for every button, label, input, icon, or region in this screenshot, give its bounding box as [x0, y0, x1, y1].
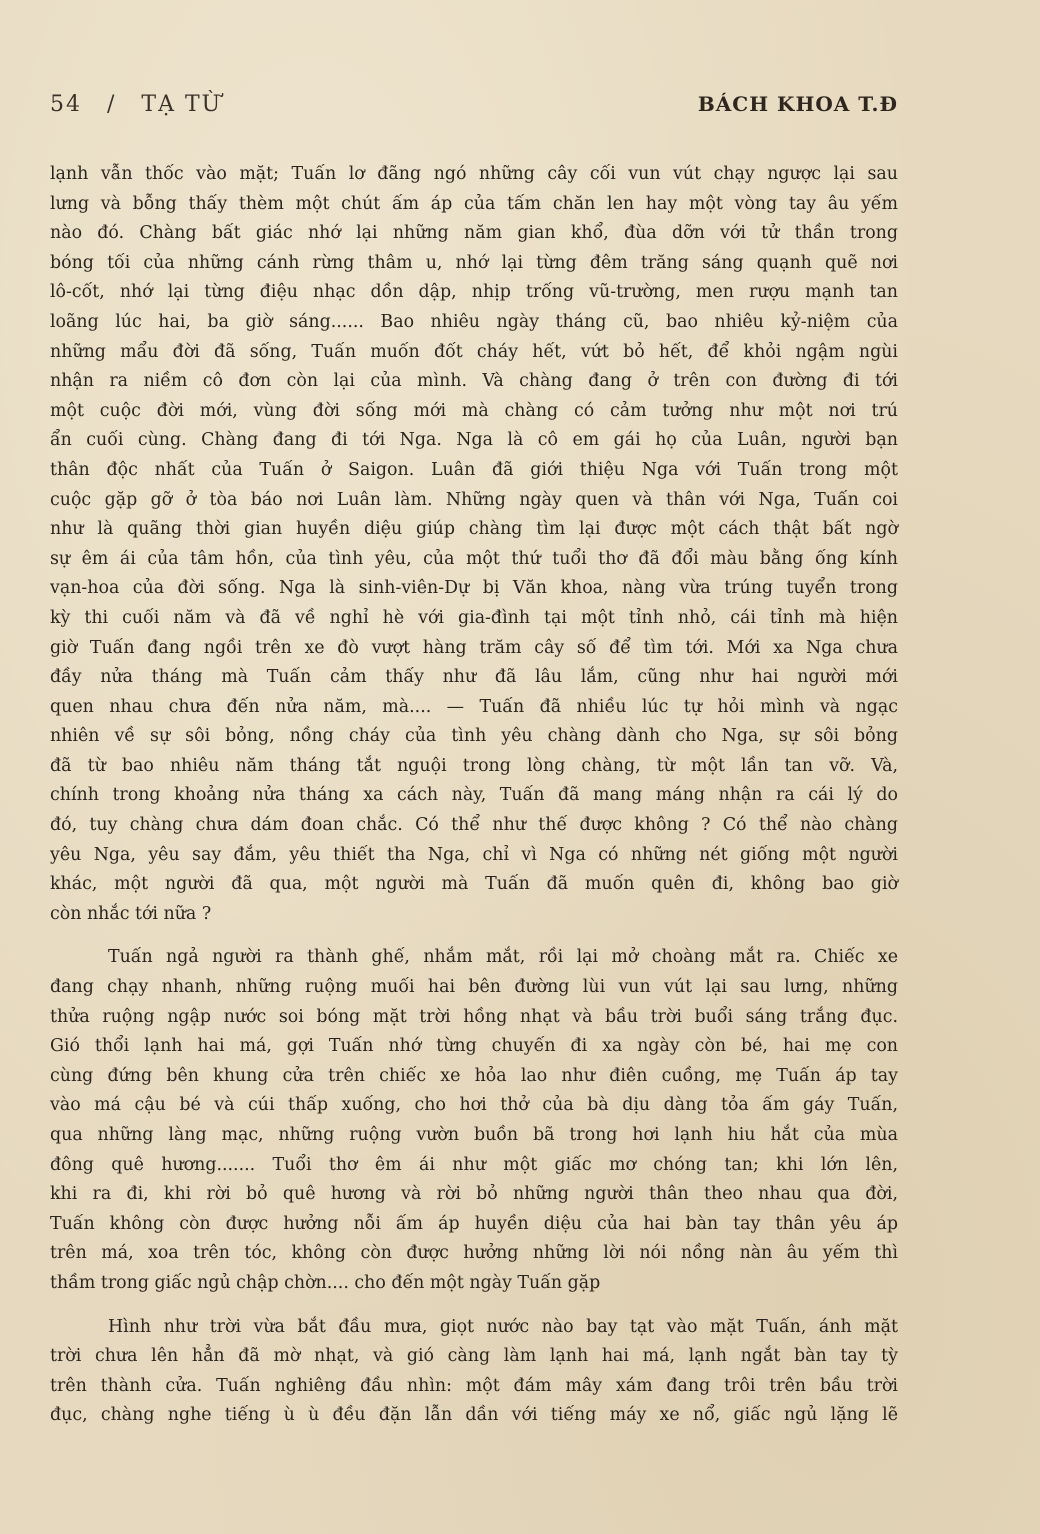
text-line: cùng đứng bên khung cửa trên chiếc xe hỏa lao như điên cuồng, mẹ Tuấn áp tay	[50, 1065, 898, 1086]
text-line: giờ Tuấn đang ngồi trên xe đò vượt hàng trăm cây số để tìm tới. Mới xa Nga chưa	[50, 637, 898, 658]
text-line: thân độc nhất của Tuấn ở Saigon. Luân đã giới thiệu Nga với Tuấn trong một	[50, 459, 898, 480]
page-header	[50, 92, 898, 128]
author-name: TẠ TỪ	[141, 92, 223, 117]
text-line: ẩn cuối cùng. Chàng đang đi tới Nga. Nga là cô em gái họ của Luân, người bạn	[50, 430, 898, 451]
text-line: qua những làng mạc, những ruộng vườn buồn bã trong hơi lạnh hiu hắt của mùa	[50, 1125, 898, 1145]
text-line: còn nhắc tới nữa ?	[50, 903, 212, 924]
paragraph-3	[50, 1313, 898, 1431]
text-line: sự êm ái của tâm hồn, của tình yêu, của một thứ tuổi thơ đã đổi màu bằng ống kính	[50, 548, 898, 569]
paragraph-2	[50, 943, 898, 1298]
text-line: đang chạy nhanh, những ruộng muối hai bên đường lùi vun vút lại sau lưng, những	[50, 977, 898, 998]
text-line: cuộc gặp gỡ ở tòa báo nơi Luân làm. Những ngày quen và thân với Nga, Tuấn coi	[50, 489, 898, 510]
text-line: trên thành cửa. Tuấn nghiêng đầu nhìn: một đám mây xám đang trôi trên bầu trời	[50, 1375, 898, 1396]
text-line: vạn-hoa của đời sống. Nga là sinh-viên-Dự bị Văn khoa, nàng vừa trúng tuyển trong	[50, 578, 898, 599]
text-line: trời chưa lên hẳn đã mờ nhạt, và gió càng làm lạnh hai má, lạnh ngắt bàn tay tỳ	[50, 1346, 898, 1367]
text-line: đó, tuy chàng chưa dám đoan chắc. Có thể như thế được không ? Có thể nào chàng	[50, 815, 898, 836]
page-number: 54	[50, 92, 82, 117]
text-line: khi ra đi, khi rời bỏ quê hương và rời bỏ những người thân theo nhau qua đời,	[50, 1184, 898, 1205]
text-line: nào đó. Chàng bất giác nhớ lại những năm gian khổ, đùa dỡn với tử thần trong	[50, 223, 898, 244]
text-line: những mẩu đời đã sống, Tuấn muốn đốt cháy hết, vứt bỏ hết, để khỏi ngậm ngùi	[50, 341, 898, 362]
text-line: chính trong khoảng nửa tháng xa cách này, Tuấn đã mang máng nhận ra cái lý do	[50, 785, 898, 806]
text-line: bóng tối của những cánh rừng thâm u, nhớ lại từng đêm trăng sáng quạnh quẽ nơi	[50, 252, 898, 273]
text-line: một cuộc đời mới, vùng đời sống mới mà chàng có cảm tưởng như một nơi trú	[50, 400, 898, 421]
text-line: đông quê hương....... Tuổi thơ êm ái như một giấc mơ chóng tan; khi lớn lên,	[50, 1154, 898, 1175]
text-line: vào má cậu bé và cúi thấp xuống, cho hơi thở của bà dịu dàng tỏa ấm gáy Tuấn,	[50, 1095, 898, 1116]
text-line: khác, một người đã qua, một người mà Tuấn đã muốn quên đi, không bao giờ	[50, 874, 898, 895]
text-line: thửa ruộng ngập nước soi bóng mặt trời hồng nhạt và bầu trời buổi sáng trắng đục.	[50, 1006, 898, 1027]
text-line: lô-cốt, nhớ lại từng điệu nhạc dồn dập, nhịp trống vũ-trường, men rượu mạnh tan	[50, 282, 898, 303]
text-line: đục, chàng nghe tiếng ù ù đều đặn lẫn dần với tiếng máy xe nổ, giấc ngủ lặng lẽ	[50, 1405, 898, 1426]
text-line: như là quãng thời gian huyền diệu giúp chàng tìm lại được một cách thật bất ngờ	[50, 519, 898, 540]
text-line: lạnh vẫn thốc vào mặt; Tuấn lơ đãng ngó những cây cối vun vút chạy ngược lại sau	[50, 164, 898, 184]
article-body	[50, 160, 898, 1431]
text-line: Gió thổi lạnh hai má, gợi Tuấn nhớ từng chuyến đi xa ngày còn bé, hai mẹ con	[50, 1036, 898, 1057]
text-line: kỳ thi cuối năm và đã về nghỉ hè với gia-đình tại một tỉnh nhỏ, cái tỉnh mà hiện	[50, 607, 898, 628]
text-line: Tuấn không còn được hưởng nỗi ấm áp huyền diệu của hai bàn tay thân yêu áp	[50, 1213, 898, 1234]
text-line: nhận ra niềm cô đơn còn lại của mình. Và chàng đang ở trên con đường đi tới	[50, 371, 898, 392]
text-line: đã từ bao nhiêu năm tháng tắt nguội trong lòng chàng, từ một lần tan vỡ. Và,	[50, 755, 898, 776]
text-line: lưng và bỗng thấy thèm một chút ấm áp của tấm chăn len hay một vòng tay âu yếm	[50, 193, 898, 214]
journal-name: BÁCH KHOA T.Đ	[697, 92, 898, 116]
text-line: Hình như trời vừa bắt đầu mưa, giọt nước nào bay tạt vào mặt Tuấn, ánh mặt	[108, 1316, 898, 1337]
text-line: đầy nửa tháng mà Tuấn cảm thấy như đã lâu lắm, cũng như hai người mới	[50, 667, 898, 688]
text-line: trên má, xoa trên tóc, không còn được hưởng những lời nói nồng nàn âu yếm thì	[50, 1243, 898, 1264]
text-line: quen nhau chưa đến nửa năm, mà.... — Tuấn đã nhiều lúc tự hỏi mình và ngạc	[50, 696, 898, 717]
header-left	[50, 92, 222, 117]
text-line: Tuấn ngả người ra thành ghế, nhắm mắt, rồi lại mở choàng mắt ra. Chiếc xe	[108, 947, 898, 968]
text-line: thầm trong giấc ngủ chập chờn.... cho đến một ngày Tuấn gặp	[50, 1272, 601, 1293]
text-line: loãng lúc hai, ba giờ sáng...... Bao nhiêu ngày tháng cũ, bao nhiêu kỷ-niệm của	[50, 311, 898, 332]
paragraph-1	[50, 160, 898, 929]
text-line: yêu Nga, yêu say đắm, yêu thiết tha Nga, chỉ vì Nga có những nét giống một người	[50, 844, 898, 865]
header-separator: /	[107, 92, 117, 117]
text-line: nhiên về sự sôi bỏng, nồng cháy của tình yêu chàng dành cho Nga, sự sôi bỏng	[50, 726, 898, 747]
